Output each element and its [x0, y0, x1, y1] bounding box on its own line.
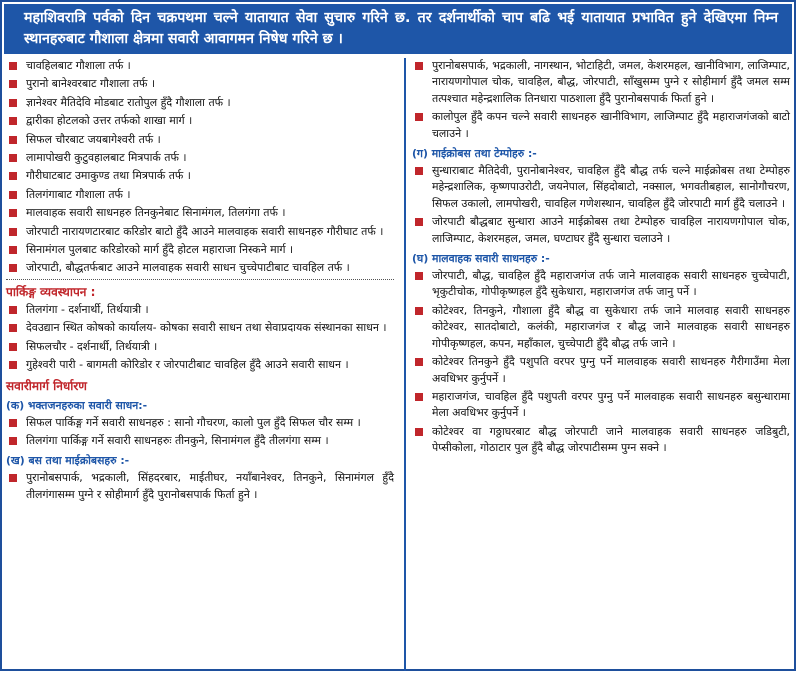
list-item: द्वारीका होटलको उत्तर तर्फको शाखा मार्ग । — [6, 113, 394, 129]
list-item: महाराजगंज, चावहिल हुँदै पशुपती वरपर पुग्नु पर्ने मालवाहक सवारी साधनहरु बसुन्धारामा मेला अवधिभर कुर्नुपर्ने । — [412, 389, 790, 422]
bus-route-list — [412, 58, 790, 142]
gha-title: (घ) मालवाहक सवारी साधनहरु :- — [412, 252, 550, 266]
list-item: कोटेश्वर तिनकुने हुँदै पशुपति वरपर पुग्नु पर्ने मालवाहक सवारी साधनहरु गैरीगाउँमा मेला अवधिभर कुर्नुपर्ने । — [412, 354, 790, 387]
right-column — [404, 58, 790, 671]
kha-title: (ख) बस तथा माईक्रोबसहरु :- — [6, 454, 130, 468]
list-item: कोटेश्वर वा गठ्ठाघरबाट बौद्ध जोरपाटी जाने मालवाहक सवारी साधनहरु जडिबुटी, पेप्सीकोला, गोठाटार पुल हुँदै बौद्ध जोरपाटीसम्म पुग्न सक्ने । — [412, 424, 790, 457]
list-item: मालवाहक सवारी साधनहरु तिनकुनेबाट सिनामंगल, तिलगंगा तर्फ । — [6, 205, 394, 221]
list-item: पुरानो बानेश्वरबाट गौशाला तर्फ । — [6, 76, 394, 92]
list-item: कोटेश्वर, तिनकुने, गौशाला हुँदै बौद्ध वा सुकेधारा तर्फ जाने मालवाह सवारी साधनहरु कोटेश्वर, सातदोबाटो, कलंकी, महाराजगंज र बौद्ध जाने मालवाहक सवारी साधनहरु गोपीकृष्णहल, कपन, महाँकाल, चुच्चेपाटी हुँदै बौद्ध तर्फ जाने । — [412, 303, 790, 352]
notice-header — [4, 4, 792, 54]
parking-title: पार्किङ्ग व्यवस्थापन : — [6, 284, 96, 299]
list-item: गौरीघाटबाट उमाकुण्ड तथा मित्रपार्क तर्फ । — [6, 168, 394, 184]
ga-title: (ग) माईक्रोबस तथा टेम्पोहरु :- — [412, 147, 537, 161]
list-item: ज्ञानेश्वर मैतिदेवि मोडबाट रातोपुल हुँदै गौशाला तर्फ । — [6, 95, 394, 111]
list-item: कालोपुल हुँदै कपन चल्ने सवारी साधनहरु खानीविभाग, लाजिम्पाट हुँदै महाराजगंजको बाटो चलाउने । — [412, 109, 790, 142]
kha-list — [6, 470, 394, 503]
list-item: सुन्धाराबाट मैतिदेवी, पुरानोबानेश्वर, चावहिल हुँदै बौद्ध तर्फ चल्ने माईक्रोबस तथा टेम्पोहरु महेन्द्रशालिक, कृष्णपाउरोटी, जयनेपाल, सिंहदोबाटो, नक्साल, भगवतीबहाल, सानोगौचरण, सिफल उकालो, लामपोखरी, चावहिल गणेशस्थान, चावहिल हुँदै जोरपाटी मार्ग हुँदै चलाउने । — [412, 163, 790, 212]
list-item: तिलगंगा पार्किङ्ग गर्ने सवारी साधनहरुः तीनकुने, सिनामंगल हुँदै तीलगंगा सम्म । — [6, 433, 394, 449]
list-item: चावहिलबाट गौशाला तर्फ । — [6, 58, 394, 74]
ka-list — [6, 415, 394, 450]
left-column — [6, 58, 398, 671]
ga-list — [412, 163, 790, 247]
list-item: तिलगंगा - दर्शनार्थी, तिर्थयात्री । — [6, 302, 394, 318]
list-item: तिलगंगाबाट गौशाला तर्फ । — [6, 187, 394, 203]
list-item: गुहेश्वरी पारी - बागमती कोरिडोर र जोरपाटीबाट चावहिल हुँदै आउने सवारी साधन । — [6, 357, 394, 373]
list-item: जोरपाटी बौद्धबाट सुन्धारा आउने माईक्रोबस तथा टेम्पोहरु चावहिल नारायणगोपाल चोक, लाजिम्पाट, केशरमहल, जमल, घण्टाघर हुँदै सुन्धारा चलाउने । — [412, 214, 790, 247]
list-item: पुरानोबसपार्क, भद्रकाली, सिंहदरबार, माईतीघर, नयाँबानेश्वर, तिनकुने, सिनामंगल हुँदै तीलगंगासम्म पुग्ने र सोहीमार्ग हुँदै पुरानोबसपार्क फिर्ता हुने । — [6, 470, 394, 503]
list-item: सिनामंगल पुलबाट करिडोरको मार्ग हुँदै होटल महाराजा निस्कने मार्ग । — [6, 242, 394, 258]
route-title: सवारीमार्ग निर्धारण — [6, 378, 87, 393]
header-text: महाशिवरात्रि पर्वको दिन चक्रपथमा चल्ने यातायात सेवा सुचारु गरिने छ. तर दर्शनार्थीको चाप बढि भई यातायात प्रभावित हुने देखिएमा निम्न स्थानहरुबाट गौशाला क्षेत्रमा सवारी आवागमन निषेध गरिने छ । — [24, 10, 778, 47]
list-item: लामापोखरी कुटुवहालबाट मित्रपार्क तर्फ । — [6, 150, 394, 166]
list-item: सिफल चौरबाट जयबागेश्वरी तर्फ । — [6, 132, 394, 148]
list-item: पुरानोबसपार्क, भद्रकाली, नागस्थान, भोटाहिटी, जमल, केशरमहल, खानीविभाग, लाजिम्पाट, नारायणगोपाल चोक, चावहिल, बौद्ध, जोरपाटी, साँखुसम्म पुग्ने र सोहीमार्ग हुँदै जमल सम्म तत्पश्चात महेन्द्रशालिक तिनधारा पाठशाला हुँदै पुरानोबसपार्क फिर्ता हुने । — [412, 58, 790, 107]
ka-title: (क) भक्तजनहरुका सवारी साधन:- — [6, 398, 148, 412]
parking-list — [6, 302, 394, 374]
list-item: सिफलचौर - दर्शनार्थी, तिर्थयात्री । — [6, 339, 394, 355]
list-item: जोरपाटी नारायणटारबाट करिडोर बाटो हुँदै आउने मालवाहक सवारी साधनहरु गौरीघाट तर्फ । — [6, 224, 394, 240]
list-item: जोरपाटी, बौद्धतर्फबाट आउने मालवाहक सवारी साधन चुच्चेपाटीबाट चावहिल तर्फ । — [6, 260, 394, 276]
list-item: जोरपाटी, बौद्ध, चावहिल हुँदै महाराजगंज तर्फ जाने मालवाहक सवारी साधनहरु चुच्चेपाटी, भृकुटीचोक, गोपीकृष्णहल हुँदै सुकेधारा, महाराजगंज तर्फ जानु पर्ने । — [412, 268, 790, 301]
gha-list — [412, 268, 790, 456]
restriction-list — [6, 58, 394, 280]
list-item: सिफल पार्किङ्ग गर्ने सवारी साधनहरु : सानो गौचरण, कालो पुल हुँदै सिफल चौर सम्म । — [6, 415, 394, 431]
list-item: देवउद्यान स्थित कोषको कार्यालय- कोषका सवारी साधन तथा सेवाप्रदायक संस्थानका साधन । — [6, 320, 394, 336]
